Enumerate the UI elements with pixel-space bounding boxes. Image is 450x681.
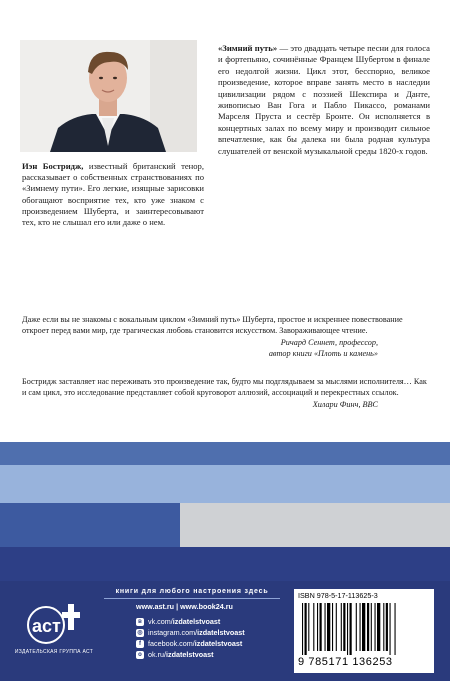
author-photo [20, 40, 197, 152]
review-quote [22, 376, 428, 410]
social-handle: izdatelstvoast [194, 639, 243, 648]
social-handle: izdatelstvoast [197, 628, 245, 637]
barcode-bar [371, 603, 372, 651]
barcode-bar [320, 603, 322, 651]
author-name: Иэн Бостридж, [22, 161, 84, 171]
ast-logo [24, 600, 80, 646]
band-mid [0, 503, 180, 547]
author-bio [22, 161, 204, 228]
book-title: «Зимний путь» [218, 43, 278, 53]
social-link-ok[interactable] [136, 649, 286, 660]
publisher-websites[interactable]: www.ast.ru | www.book24.ru [136, 602, 233, 611]
barcode-bar [367, 603, 369, 651]
book-description [218, 43, 430, 157]
barcode-bar [341, 603, 342, 651]
publisher-name: ИЗДАТЕЛЬСКАЯ ГРУППА АСТ [14, 649, 94, 655]
decorative-color-bands [0, 442, 450, 581]
social-handle: izdatelstvoast [165, 650, 214, 659]
band-dark [0, 547, 450, 581]
odnoklassniki-icon: о [136, 651, 144, 659]
barcode-bar [375, 603, 376, 651]
review-quote-text: Даже если вы не знакомы с вокальным циклом «Зимний путь» Шуберта, простое и искреннее повествование откроет перед вами мир, где трагическая любовь становится искусством. Завораживающее чтение. [22, 315, 403, 336]
author-bio-text: известный британский тенор, рассказывает о собственных странствованиях по «Зимнему пути». Его легкие, изящные зарисовки обогащают восприятие тех, кто уже знаком с произведением Шуберта, и заинтересовывают тех, кто не слышал его или даже о нем. [22, 161, 204, 228]
barcode-bar [395, 603, 396, 655]
band-top [0, 442, 450, 465]
facebook-icon: f [136, 640, 144, 648]
review-quote [22, 314, 428, 360]
barcode-number: 9 785171 136253 [298, 656, 393, 668]
band-light [0, 465, 450, 503]
vk-icon: в [136, 618, 144, 626]
barcode-bar [313, 603, 314, 651]
publisher-links [136, 602, 286, 660]
barcode-bar [327, 603, 330, 651]
barcode-bar [332, 603, 333, 651]
review-attribution: Хилари Финч, BBC [312, 399, 378, 409]
barcode-bar [347, 603, 348, 655]
barcode-bar [317, 603, 318, 651]
barcode-bar [336, 603, 337, 651]
social-link-instagram[interactable] [136, 627, 286, 638]
barcode-bar [308, 603, 309, 651]
barcode-bar [377, 603, 380, 651]
barcode [302, 603, 426, 655]
barcode-bar [325, 603, 326, 651]
barcode-bar [356, 603, 357, 651]
social-prefix: vk.com/ [148, 617, 173, 626]
barcode-bar [360, 603, 361, 651]
tagline: книги для любого настроения здесь [104, 588, 280, 599]
social-link-vk[interactable] [136, 616, 286, 627]
barcode-bar [343, 603, 345, 651]
social-prefix: facebook.com/ [148, 639, 195, 648]
social-prefix: instagram.com/ [148, 628, 198, 637]
review-attribution-detail: автор книги «Плоть и камень» [268, 349, 378, 359]
social-link-facebook[interactable] [136, 638, 286, 649]
publisher-footer [0, 581, 450, 681]
barcode-bar [362, 603, 365, 651]
logo-text: аст [32, 616, 61, 636]
social-handle: izdatelstvoast [172, 617, 221, 626]
barcode-bar [390, 603, 391, 655]
social-prefix: ok.ru/ [148, 650, 166, 659]
band-gray [180, 503, 450, 547]
book-description-text: — это двадцать четыре песни для голоса и фортепьяно, сочинённые Францем Шубертом в финале его недолгой жизни. Цикл этот, бесспорно, великое произведение, которое вправе занять место в наследии цивилизации рядом с поэзией Шекспира и Данте, живописью Ван Гога и Пабло Пикассо, романами Марселя Пруста и сестёр Бронте. Он исполняется в концертных залах по всему миру и производит сильное впечатление, как бы далека ни была родная культура слушателей от венской музыкальной среды 1820-х годов. [218, 43, 431, 156]
review-attribution: Ричард Сеннет, профессор, [280, 337, 378, 347]
barcode-bar [302, 603, 303, 655]
isbn-barcode-block [294, 589, 434, 673]
barcode-bar [386, 603, 388, 651]
barcode-bar [305, 603, 307, 655]
instagram-icon: ◎ [137, 630, 143, 636]
barcode-bar [350, 603, 352, 655]
review-quote-text: Бостридж заставляет нас переживать это произведение так, будто мы подглядываем за мыслями исполнителя… Как и сам цикл, это исследование представляет собой круговорот аллюзий, ассоциаций и перекрестных ссылок. [22, 377, 427, 398]
barcode-bar [383, 603, 384, 651]
isbn-text: ISBN 978-5-17-113625-3 [298, 591, 378, 600]
